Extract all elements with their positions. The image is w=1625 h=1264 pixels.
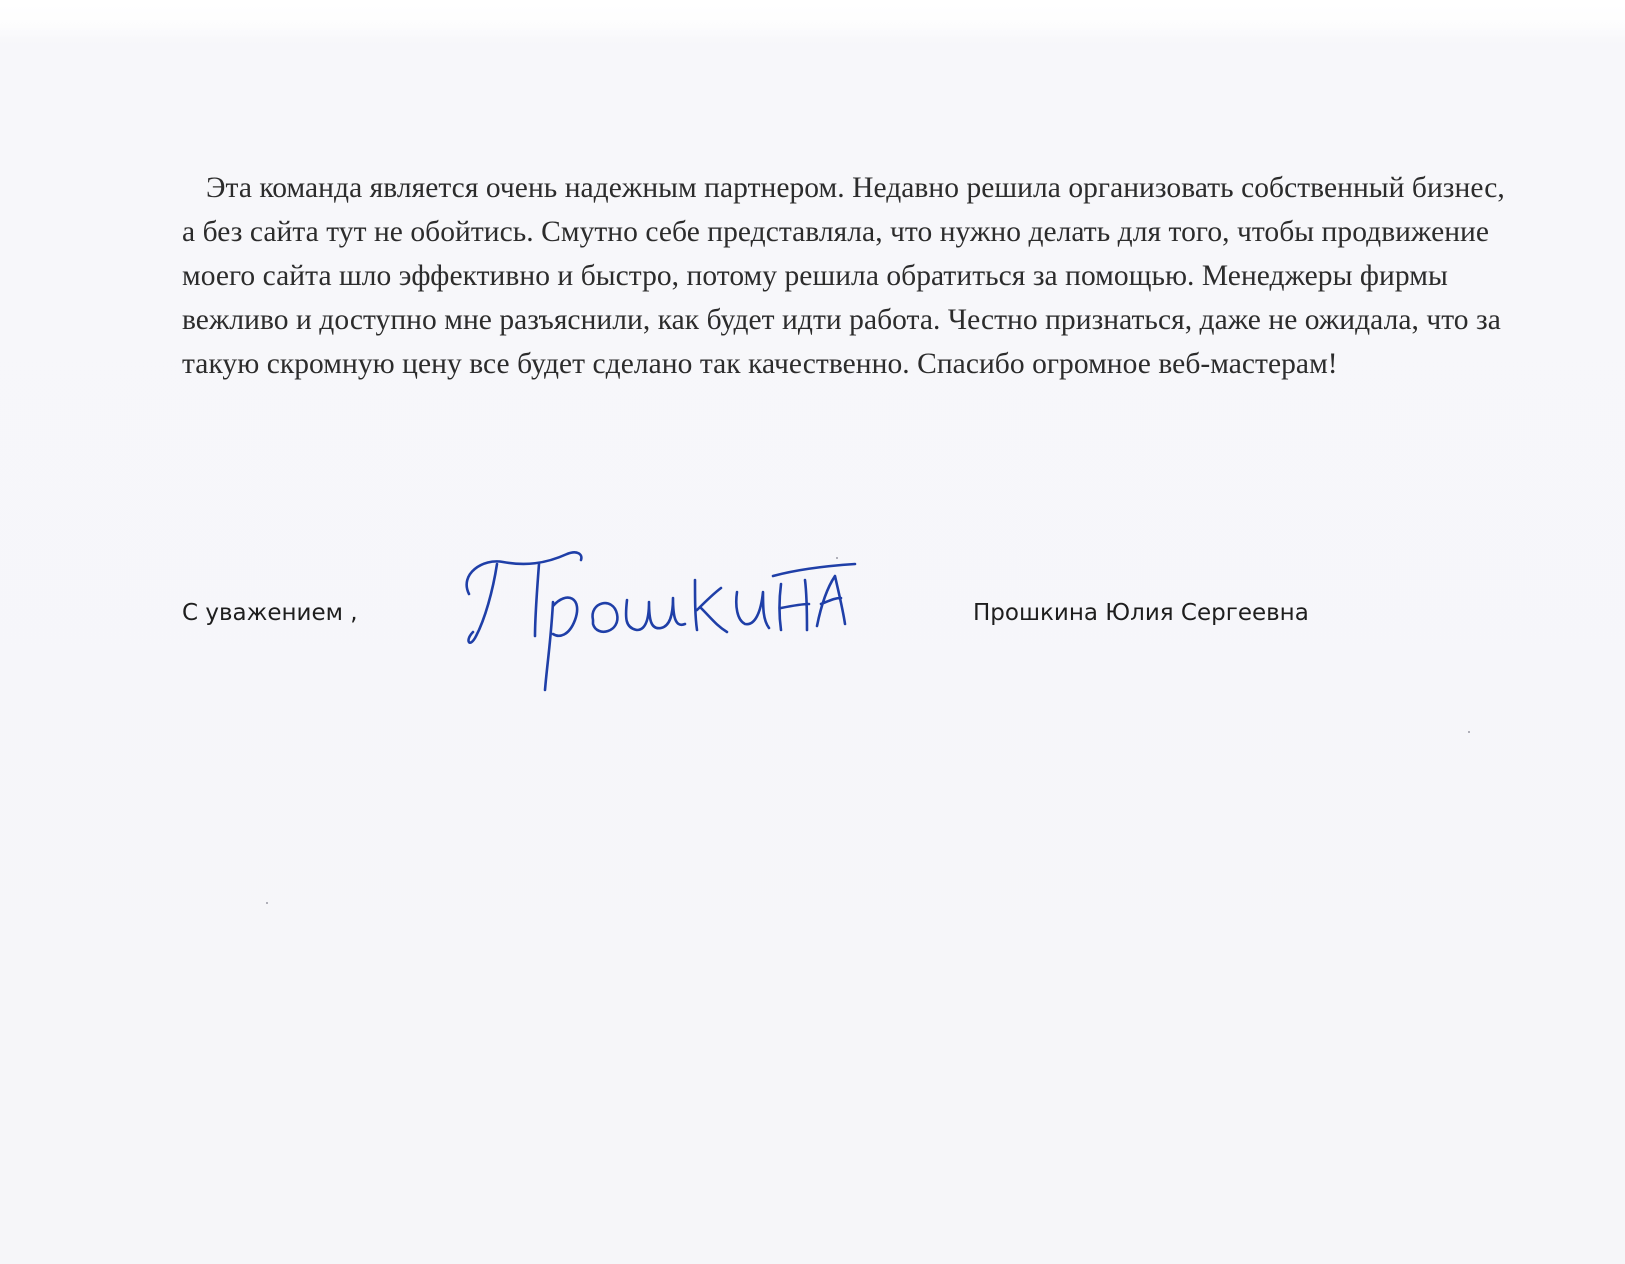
signature-stroke-right-leg <box>535 564 539 636</box>
signature-stroke-top <box>467 552 582 594</box>
signature-stroke-a <box>817 576 845 626</box>
signature-stroke-n <box>780 580 810 630</box>
signature-stroke-k <box>695 580 727 632</box>
signature-stroke-sh <box>626 598 685 630</box>
signature-stroke-i <box>736 592 769 628</box>
signatory-name: Прошкина Юлия Сергеевна <box>973 600 1309 626</box>
signature-stroke-o <box>593 603 618 632</box>
scan-speck <box>1468 731 1470 733</box>
signature-stroke-r <box>545 598 577 690</box>
handwritten-signature <box>455 540 875 725</box>
scan-speck <box>266 902 268 904</box>
letter-closing: С уважением , <box>182 600 358 626</box>
signature-stroke-flourish <box>773 564 855 576</box>
scan-speck <box>836 557 838 559</box>
signature-stroke-left-leg <box>469 564 497 643</box>
letter-body: Эта команда является очень надежным партнером. Недавно решила организовать собственный бизнес, а без сайта тут не обойтись. Смутно себе представляла, что нужно делать для того, чтобы продвижение моего сайта шло эффективно и быстро, потому решила обратиться за помощью. Менеджеры фирмы вежливо и доступно мне разъяснили, как будет идти работа. Честно признаться, даже не ожидала, что за такую скромную цену все будет сделано так качественно. Спасибо огромное веб-мастерам! <box>182 172 1505 380</box>
scan-top-edge <box>0 0 1625 40</box>
